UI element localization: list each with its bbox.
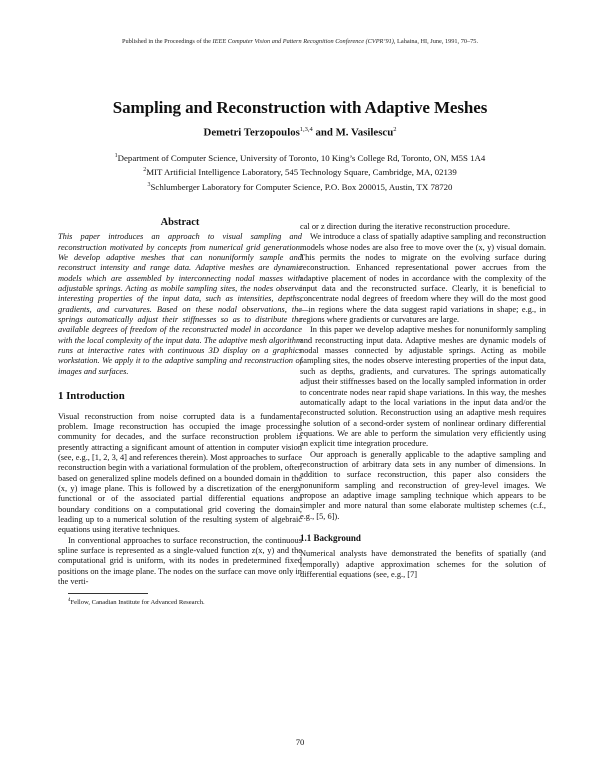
- right-paragraph-1: We introduce a class of spatially adaptive sampling and reconstruction models whose nodes are also free to move over the (x, y) visual domain. This permits the nodes to migrate on the evolving surface during reconstruction. Enhanced representational power accrues from the adaptive placement of nodes in accordance with the complexity of the input data and the reconstructed surface. Clearly, it is beneficial to concentrate nodal degrees of freedom where they will do the most good—in regions where the data suggest rapid variations in shape; e.g., in regions where gradients or curvatures are large.: [300, 232, 546, 325]
- footnote-rule: [68, 593, 148, 594]
- paper-title: Sampling and Reconstruction with Adaptive Meshes: [112, 98, 488, 117]
- right-column: [300, 222, 546, 580]
- footnote: $^4$Fellow, Canadian Institute for Advanced Research.: [68, 598, 205, 607]
- right-paragraph-3: Our approach is generally applicable to the adaptive sampling and reconstruction of arbitrary data sets in any number of dimensions. In addition to surface reconstruction, this paper also considers the nonuniform sampling and reconstruction of grey-level images. We propose an adaptive image sampling technique which appears to be simpler and more natural than some elaborate multistep schemes (c.f., e.g., [5, 6]).: [300, 449, 546, 521]
- abstract-heading: Abstract: [160, 217, 200, 228]
- author-line: Demetri Terzopoulos$^{1,3,4}$ and M. Vasilescu$^2$: [203, 126, 397, 139]
- author-1: Demetri Terzopoulos: [203, 126, 300, 139]
- section-heading-introduction: 1 Introduction: [58, 390, 125, 403]
- venue-name: IEEE Computer Vision and Pattern Recognition Conference (CVPR’91): [212, 38, 394, 45]
- abstract-text: This paper introduces an approach to visual sampling and reconstruction motivated by concepts from numerical grid generation. We develop adaptive meshes that can nonuniformly sample and reconstruct intensity and range data. Adaptive meshes are dynamic models which are assembled by interconnecting nodal masses with adjustable springs. Acting as mobile sampling sites, the nodes observe interesting properties of the input data, such as intensities, depths, gradients, and curvatures. Based on these nodal observations, the springs automatically adjust their stiffnesses so as to distribute the available degrees of freedom of the reconstructed model in accordance with the local complexity of the input data. The adaptive mesh algorithm runs at interactive rates with continuous 3D display on a graphics workstation. We apply it to the adaptive sampling and reconstruction of images and surfaces.: [58, 232, 302, 376]
- right-paragraph-0: cal or z direction during the iterative reconstruction procedure.: [300, 222, 510, 231]
- left-column: [58, 218, 302, 608]
- author-2: M. Vasilescu: [335, 126, 394, 139]
- affiliations: [0, 150, 600, 193]
- affiliation-2: $^2$MIT Artificial Intelligence Laboratory, 545 Technology Square, Cambridge, MA, 02139: [143, 167, 457, 178]
- page-number: 70: [295, 737, 305, 747]
- affiliation-3: $^3$Schlumberger Laboratory for Computer Science, P.O. Box 200015, Austin, TX 78720: [147, 181, 453, 192]
- intro-paragraph-1: Visual reconstruction from noise corrupted data is a fundamental problem. Image reconstruction has occupied the image processing community for decades, and the surface reconstruction problem is presently attracting a significant amount of attention in computer vision (see, e.g., [1, 2, 3, 4] and references therein). Most approaches to surface reconstruction begin with a variational formulation of the problem, often based on generalized spline models defined on a bounded domain in the (x, y) image plane. This is followed by a discretization of the energy functional or of the associated partial differential equations and boundary conditions on a computational grid covering the domain, leading up to a numerical solution of the resulting system of algebraic equations using iterative techniques.: [58, 411, 302, 535]
- running-header: Published in the Proceedings of the IEEE Computer Vision and Pattern Recognition Conference (CVPR’91), Lahaina, HI, June, 1991, 70–75.: [121, 38, 479, 45]
- intro-paragraph-2: In conventional approaches to surface reconstruction, the continuous spline surface is represented as a single-valued function z(x, y) and the computational grid is uniform, with its nodes in predetermined fixed positions on the image plane. The nodes on the surface can move only in the verti-: [58, 535, 302, 586]
- right-paragraph-4: Numerical analysts have demonstrated the benefits of spatially (and temporally) adaptive approximation schemes for the solution of differential equations (see, e.g., [7]: [300, 549, 546, 579]
- affiliation-1: $^1$Department of Computer Science, University of Toronto, 10 King’s College Rd, Toronto, ON, M5S 1A4: [114, 152, 486, 163]
- subsection-heading-background: 1.1 Background: [300, 532, 361, 543]
- right-paragraph-2: In this paper we develop adaptive meshes for nonuniformly sampling and reconstructing input data. Adaptive meshes are dynamic models of nodal masses connected by adjustable springs. Acting as mobile sampling sites, the nodes observe interesting properties of the input data, such as depths, gradients, and curvatures. The springs automatically adjust their stiffnesses based on the locally sampled information in order to concentrate nodes near rapid shape variations. In this way, the meshes automatically adapt to the local variations in the input data and/or the reconstructed solution. Reconstruction using an adaptive mesh requires the solution of a second-order system of nonlinear ordinary differential equations. We are able to perform the simulation very efficiently using an explicit time integration procedure.: [300, 325, 546, 449]
